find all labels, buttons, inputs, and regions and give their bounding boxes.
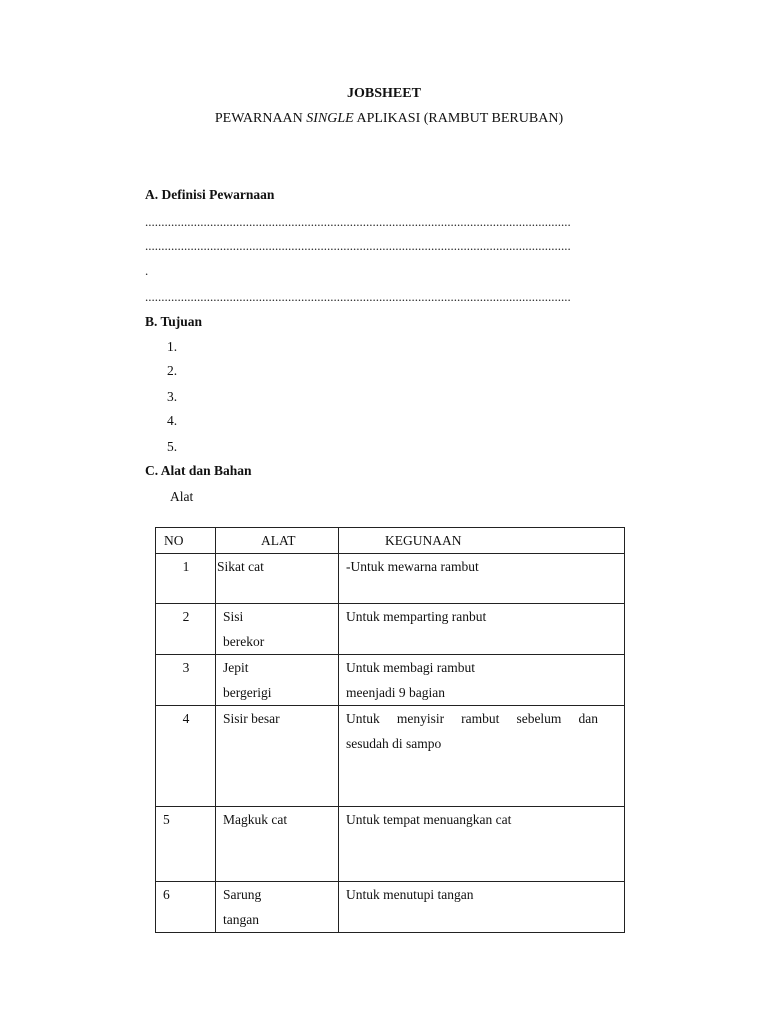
row-no: 6 bbox=[156, 882, 216, 933]
table-row bbox=[156, 554, 625, 604]
table-row bbox=[156, 706, 625, 807]
definition-line-4: ................................................................................................................................... bbox=[145, 289, 571, 304]
tools-table bbox=[155, 527, 625, 933]
section-c-heading: C. Alat dan Bahan bbox=[145, 463, 252, 478]
row-kegunaan: Untuk tempat menuangkan cat bbox=[339, 807, 625, 882]
row-alat: Sikat cat bbox=[216, 554, 339, 604]
header-alat: ALAT bbox=[216, 528, 339, 554]
objective-item-3: 3. bbox=[167, 389, 178, 404]
table-row bbox=[156, 807, 625, 882]
definition-line-3: . bbox=[145, 263, 149, 278]
row-alat: Sisi berekor bbox=[216, 604, 339, 655]
row-no: 1 bbox=[156, 554, 216, 604]
header-no: NO bbox=[156, 528, 216, 554]
table-header-row bbox=[156, 528, 625, 554]
row-kegunaan: Untuk membagi rambut meenjadi 9 bagian bbox=[339, 655, 625, 706]
row-no: 2 bbox=[156, 604, 216, 655]
section-c-subheading: Alat bbox=[170, 489, 194, 504]
objective-item-4: 4. bbox=[167, 413, 178, 428]
objective-item-5: 5. bbox=[167, 439, 178, 454]
objective-item-2: 2. bbox=[167, 363, 178, 378]
page-subtitle bbox=[0, 111, 768, 127]
section-a-heading: A. Definisi Pewarnaan bbox=[145, 187, 275, 202]
subtitle-post: APLIKASI (RAMBUT BERUBAN) bbox=[353, 111, 564, 126]
row-alat: Magkuk cat bbox=[216, 807, 339, 882]
row-alat: Sisir besar bbox=[216, 706, 339, 807]
row-kegunaan: -Untuk mewarna rambut bbox=[339, 554, 625, 604]
definition-line-2: ................................................................................................................................... bbox=[145, 238, 571, 253]
table-row bbox=[156, 604, 625, 655]
subtitle-pre: PEWARNAAN bbox=[214, 111, 307, 126]
header-kegunaan: KEGUNAAN bbox=[339, 528, 625, 554]
section-b-heading: B. Tujuan bbox=[145, 314, 203, 329]
row-kegunaan: Untuk menutupi tangan bbox=[339, 882, 625, 933]
row-kegunaan: Untuk memparting ranbut bbox=[339, 604, 625, 655]
row-no: 4 bbox=[156, 706, 216, 807]
table-row bbox=[156, 882, 625, 933]
row-no: 5 bbox=[156, 807, 216, 882]
subtitle-italic: SINGLE bbox=[306, 111, 354, 126]
row-alat: Sarung tangan bbox=[216, 882, 339, 933]
row-kegunaan: Untuk menyisir rambut sebelum dan sesudah di sampo bbox=[339, 706, 625, 807]
table-row bbox=[156, 655, 625, 706]
objective-item-1: 1. bbox=[167, 339, 178, 354]
page-title: JOBSHEET bbox=[347, 86, 421, 101]
row-no: 3 bbox=[156, 655, 216, 706]
definition-line-1: ................................................................................................................................... bbox=[145, 214, 571, 229]
row-alat: Jepit bergerigi bbox=[216, 655, 339, 706]
